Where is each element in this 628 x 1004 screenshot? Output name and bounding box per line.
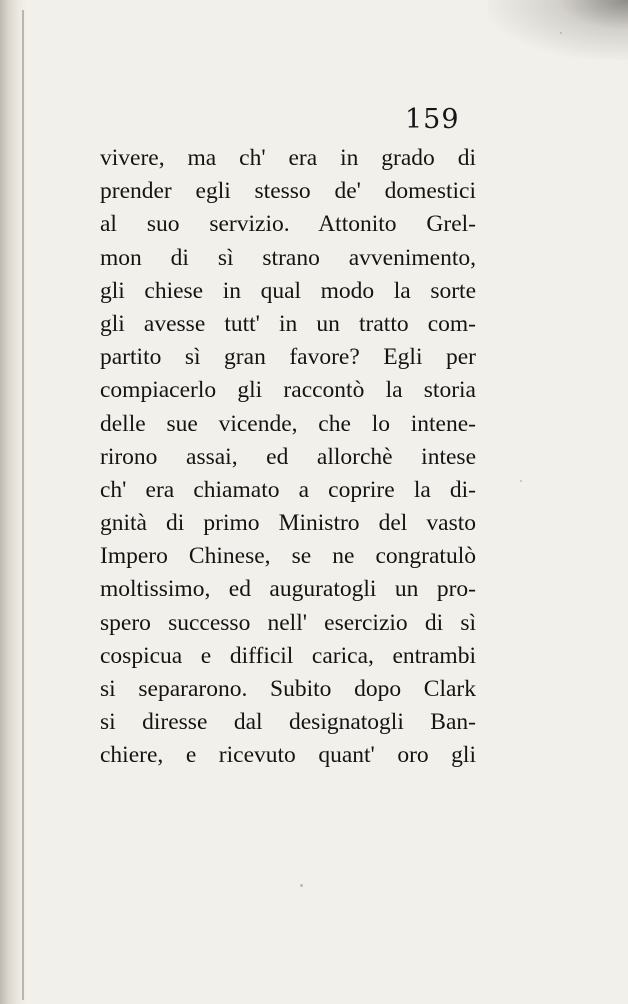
text-line: si diresse dal designatogli Ban-	[100, 709, 476, 736]
text-line: compiacerlo gli raccontò la storia	[100, 377, 476, 404]
text-line: cospicua e difficil carica, entrambi	[100, 642, 476, 669]
text-line: ch' era chiamato a coprire la di-	[100, 476, 476, 503]
corner-shadow	[488, 0, 628, 60]
text-line: gli chiese in qual modo la sorte	[100, 277, 476, 304]
text-line: chiere, e ricevuto quant' oro gli	[100, 742, 476, 769]
text-line: rirono assai, ed allorchè intese	[100, 443, 476, 470]
text-line: spero successo nell' esercizio di sì	[100, 609, 476, 636]
paper-speck	[300, 884, 303, 887]
text-line: gli avesse tutt' in un tratto com-	[100, 310, 476, 337]
body-text	[100, 142, 476, 773]
text-line: prender egli stesso de' domestici	[100, 178, 476, 205]
page-number: 159	[405, 104, 460, 135]
text-line: delle sue vicende, che lo intene-	[100, 410, 476, 437]
text-line: vivere, ma ch' era in grado di	[100, 145, 476, 171]
paper-speck	[520, 480, 522, 482]
text-line: partito sì gran favore? Egli per	[100, 344, 476, 371]
text-line: si separarono. Subito dopo Clark	[100, 676, 476, 702]
text-line: moltissimo, ed auguratogli un pro-	[100, 576, 476, 603]
binding-edge	[22, 10, 24, 1000]
text-line: Impero Chinese, se ne congratulò	[100, 543, 476, 570]
text-line: al suo servizio. Attonito Grel-	[100, 211, 476, 238]
text-line: gnità di primo Ministro del vasto	[100, 510, 476, 537]
paper-speck	[560, 32, 562, 34]
text-line: mon di sì strano avvenimento,	[100, 244, 476, 271]
